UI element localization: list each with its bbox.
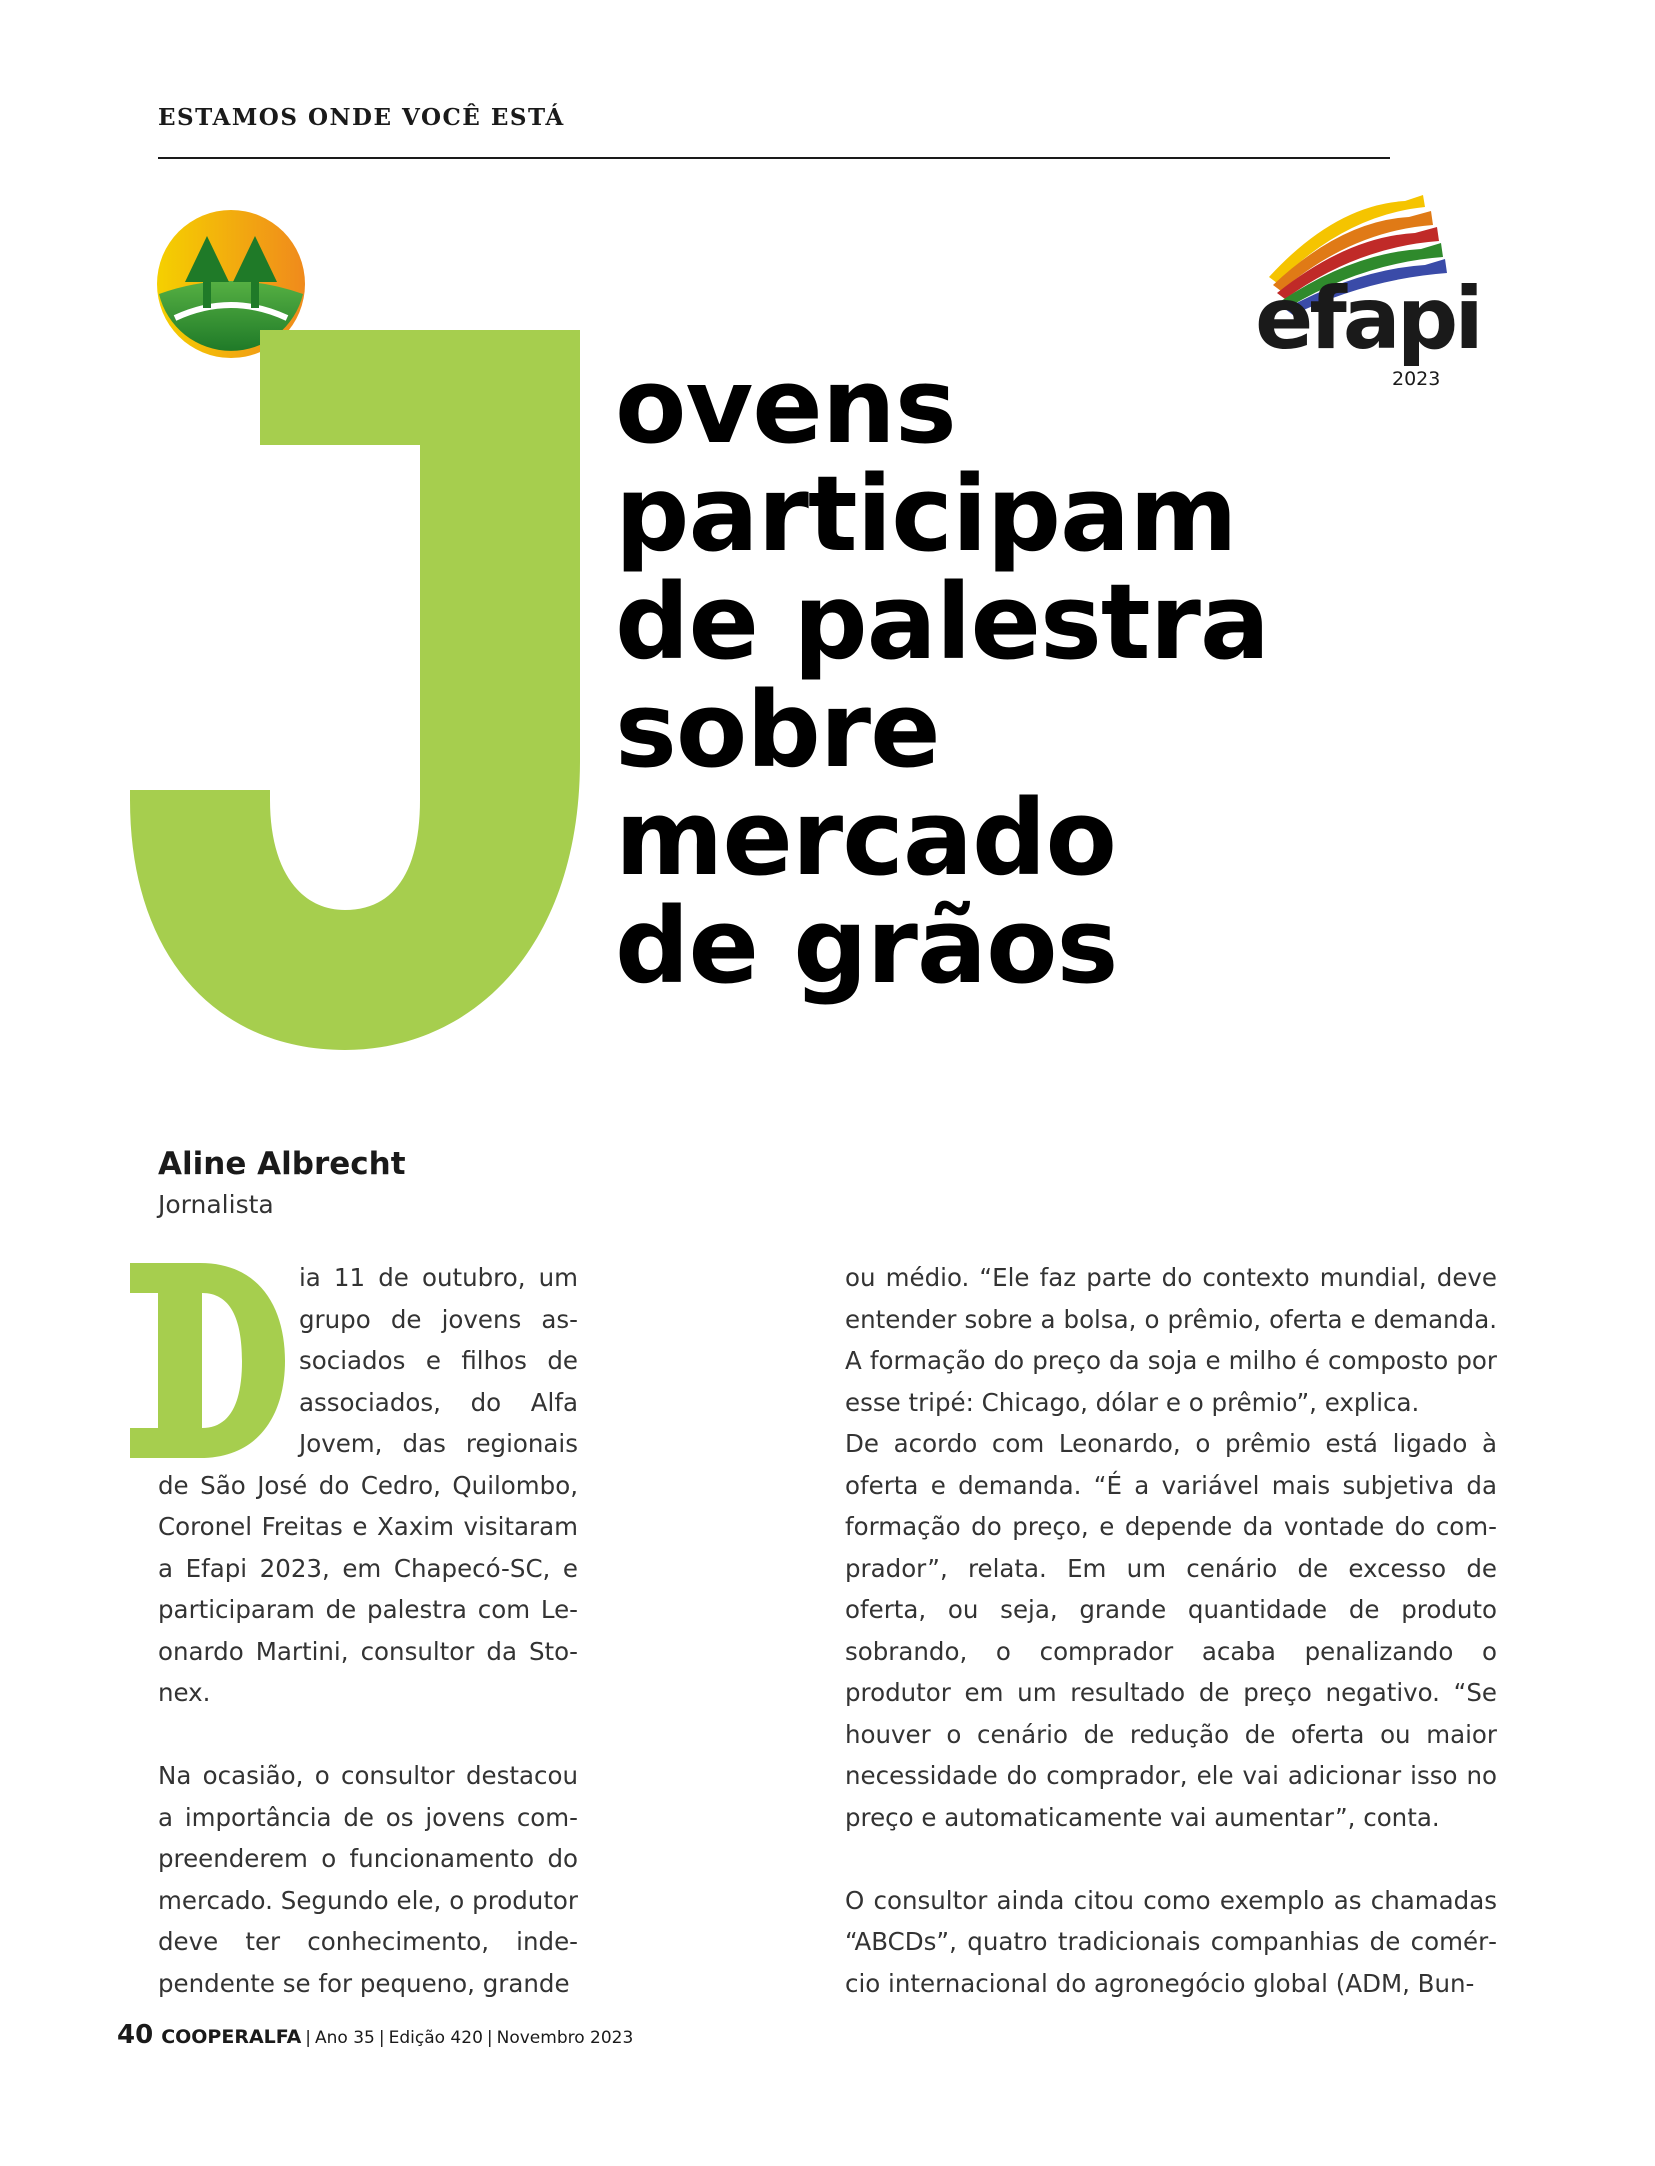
body-paragraph: Na ocasião, o consultor destacou a importância de os jovens compreenderem o funcionamento do mercado. Segundo ele, o produtor deve ter conhecimento, independente se for pequeno, grande	[158, 1761, 578, 1998]
article-title	[615, 345, 1335, 1007]
publication-name: COOPERALFA	[161, 2026, 302, 2048]
footer-separator: |	[378, 2028, 385, 2048]
body-paragraph: ou médio. “Ele faz parte do contexto mundial, deve entender sobre a bolsa, o prêmio, oferta e demanda. A formação do preço da soja e milho é composto por esse tripé: Chicago, dólar e o prêmio”, explica.	[845, 1263, 1497, 1417]
body-paragraph: ia 11 de outubro, um grupo de jovens associados e filhos de associados, do Alfa Jovem, das regionais de São José do Cedro, Quilombo, Coronel Freitas e Xaxim visitaram a Efapi 2023, em Chapecó-SC, e participaram de palestra com Leonardo Martini, consultor da Stonex.	[158, 1263, 578, 1707]
drop-initial-j	[130, 330, 590, 1050]
section-label: ESTAMOS ONDE VOCÊ ESTÁ	[158, 104, 565, 131]
publication-year: Ano 35	[315, 2028, 375, 2048]
title-line: sobre	[615, 669, 940, 791]
header-divider	[158, 157, 1390, 159]
publication-date: Novembro 2023	[496, 2028, 634, 2048]
title-line: de grãos	[615, 885, 1118, 1007]
footer-separator: |	[305, 2028, 312, 2048]
body-column-left	[158, 1257, 578, 2004]
page-number: 40	[117, 2020, 154, 2050]
title-line: mercado	[615, 777, 1116, 899]
title-line: de palestra	[615, 561, 1270, 683]
author-role: Jornalista	[158, 1190, 274, 1219]
title-line: participam	[615, 453, 1237, 575]
body-drop-initial-d	[130, 1263, 285, 1458]
body-paragraph: O consultor ainda citou como exemplo as chamadas “ABCDs”, quatro tradicionais companhias de comércio internacional do agronegócio global (ADM, Bun-	[845, 1885, 1497, 1998]
title-line: ovens	[615, 345, 956, 467]
footer-separator: |	[486, 2028, 493, 2048]
efapi-year: 2023	[1392, 368, 1441, 390]
body-column-right	[845, 1257, 1497, 2004]
page-footer	[117, 2020, 633, 2050]
efapi-wordmark: efapi	[1255, 269, 1480, 369]
author-name: Aline Albrecht	[158, 1146, 406, 1182]
body-paragraph: De acordo com Leonardo, o prêmio está ligado à oferta e demanda. “É a variável mais subjetiva da formação do preço, e depende da vontade do comprador”, relata. Em um cenário de excesso de oferta, ou seja, grande quantidade de produto sobrando, o comprador acaba penalizando o produtor em um resultado de preço negativo. “Se houver o cenário de redução de oferta ou maior necessidade do comprador, ele vai adicionar isso no preço e automaticamente vai aumentar”, conta.	[845, 1429, 1497, 1832]
publication-edition: Edição 420	[388, 2028, 483, 2048]
